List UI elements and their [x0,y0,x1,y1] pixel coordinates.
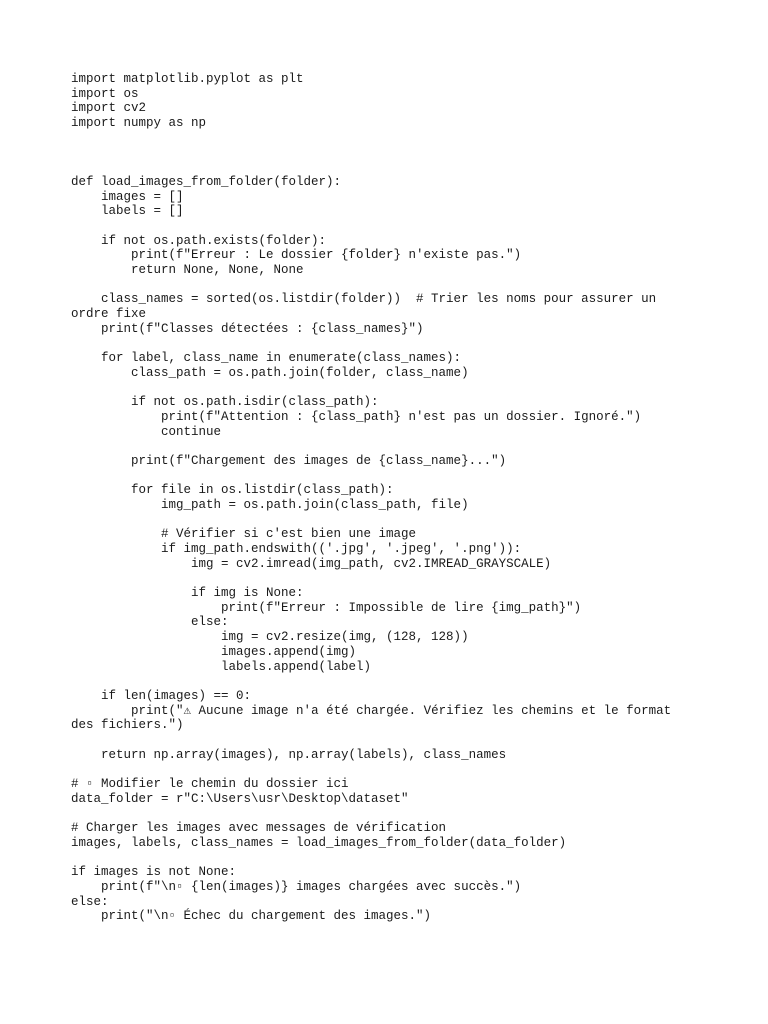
code-line: print("⚠ Aucune image n'a été chargée. Vérifiez les chemins et le format [71,703,672,718]
code-line: print(f"Chargement des images de {class_name}...") [71,453,507,468]
code-line: images, labels, class_names = load_images_from_folder(data_folder) [71,835,567,850]
code-line: data_folder = r"C:\Users\usr\Desktop\dataset" [71,791,409,806]
code-line: if images is not None: [71,865,237,880]
code-line: des fichiers.") [71,718,184,733]
code-line: if len(images) == 0: [71,688,252,703]
code-line: if not os.path.isdir(class_path): [71,395,379,410]
code-line [71,336,711,351]
code-line: else: [71,894,109,909]
code-line [71,469,711,484]
code-line: labels.append(label) [71,659,372,674]
code-line: else: [71,615,229,630]
code-line: import numpy as np [71,116,207,131]
code-line [71,850,711,865]
code-line: return None, None, None [71,262,304,277]
code-line: img_path = os.path.join(class_path, file) [71,497,469,512]
code-line: import os [71,86,139,101]
code-line: print("\n▫ Échec du chargement des images.") [71,909,432,924]
code-line: import matplotlib.pyplot as plt [71,72,304,86]
code-listing [71,72,711,924]
code-line: import cv2 [71,101,147,116]
code-line [71,131,711,146]
code-line [71,160,711,175]
code-line [71,380,711,395]
code-line: print(f"Erreur : Impossible de lire {img_path}") [71,600,582,615]
code-line: print(f"Attention : {class_path} n'est pas un dossier. Ignoré.") [71,409,642,424]
code-line: print(f"Classes détectées : {class_names}") [71,321,424,336]
code-line [71,439,711,454]
code-line: if not os.path.exists(folder): [71,233,327,248]
code-line: images = [] [71,189,184,204]
code-line: return np.array(images), np.array(labels), class_names [71,747,507,762]
code-line: images.append(img) [71,644,357,659]
code-line [71,513,711,528]
code-line: img = cv2.imread(img_path, cv2.IMREAD_GRAYSCALE) [71,556,552,571]
code-line [71,571,711,586]
code-line: if img is None: [71,586,304,601]
code-line [71,674,711,689]
code-line [71,733,711,748]
code-line: if img_path.endswith(('.jpg', '.jpeg', '.png')): [71,542,522,556]
code-line: ordre fixe [71,307,147,321]
code-line [71,278,711,293]
code-line [71,145,711,160]
code-line [71,762,711,777]
code-line: labels = [] [71,204,184,219]
code-line: # ▫ Modifier le chemin du dossier ici [71,777,349,791]
code-line [71,219,711,234]
code-line: print(f"Erreur : Le dossier {folder} n'existe pas.") [71,248,522,263]
code-line: for file in os.listdir(class_path): [71,483,394,498]
code-line: # Charger les images avec messages de vérification [71,821,447,836]
code-line: continue [71,424,222,439]
code-line: class_names = sorted(os.listdir(folder)) # Trier les noms pour assurer un [71,292,657,307]
code-line: img = cv2.resize(img, (128, 128)) [71,630,469,645]
code-line: # Vérifier si c'est bien une image [71,527,417,542]
code-line: def load_images_from_folder(folder): [71,174,342,189]
code-line: class_path = os.path.join(folder, class_name) [71,365,469,380]
code-line: for label, class_name in enumerate(class_names): [71,351,462,366]
code-line [71,806,711,821]
code-line: print(f"\n▫ {len(images)} images chargées avec succès.") [71,879,522,894]
